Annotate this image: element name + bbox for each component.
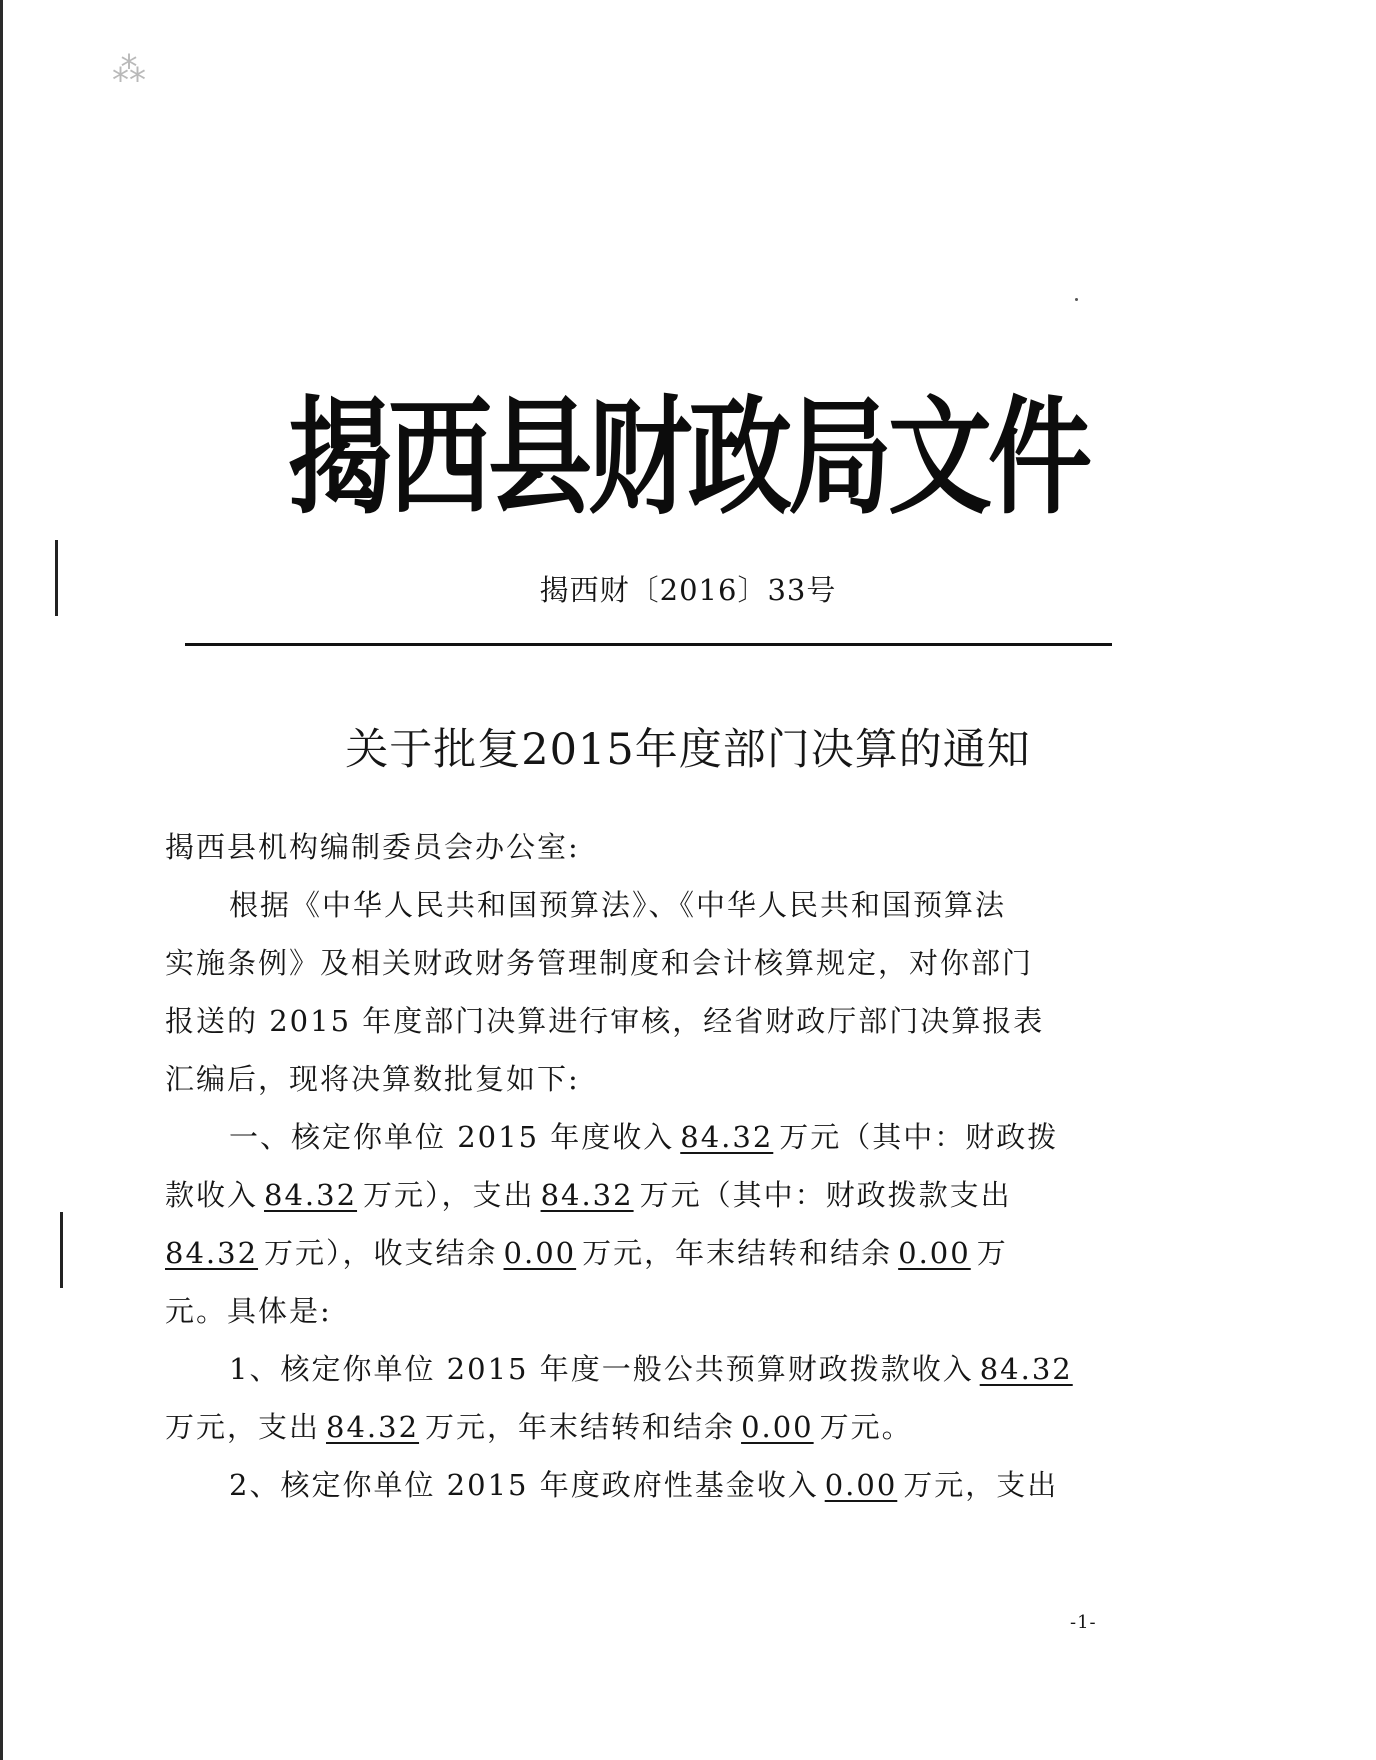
para3-line-2 <box>165 1398 1095 1456</box>
text-segment: 万元，年末结转和结余 <box>582 1236 893 1270</box>
text-segment: 万元，支出 <box>165 1410 321 1444</box>
text-segment: 万 <box>976 1236 1008 1270</box>
text-segment: 万元（其中：财政拨款支出 <box>639 1178 1012 1212</box>
text-segment: 万元，年末结转和结余 <box>425 1410 736 1444</box>
fiscal-income-value: 84.32 <box>264 1178 358 1212</box>
text-segment: 1、核定你单位 2015 年度一般公共预算财政拨款收入 <box>229 1352 974 1386</box>
text-segment: 万元），支出 <box>363 1178 535 1212</box>
text-segment: 万元。 <box>819 1410 913 1444</box>
para1-line: 汇编后，现将决算数批复如下: <box>165 1062 580 1096</box>
para2-line-1 <box>165 1108 1095 1166</box>
text-segment: 一、核定你单位 2015 年度收入 <box>229 1120 675 1154</box>
general-budget-expenditure-value: 84.32 <box>326 1410 420 1444</box>
para3-line-1 <box>165 1340 1095 1398</box>
text-segment: 万元，支出 <box>903 1468 1059 1502</box>
header-divider <box>185 643 1112 646</box>
subject-title: 关于批复2015年度部门决算的通知 <box>345 725 1031 775</box>
addressee-line: 揭西县机构编制委员会办公室: <box>165 830 580 864</box>
text-segment: 万元），收支结余 <box>264 1236 498 1270</box>
para1-line: 实施条例》及相关财政财务管理制度和会计核算规定，对你部门 <box>165 946 1034 980</box>
para2-line-3 <box>165 1224 1095 1282</box>
scan-mark-lower <box>60 1212 63 1288</box>
scan-left-border <box>0 0 3 1760</box>
balance-value: 0.00 <box>503 1236 577 1270</box>
issuer-header-title: 揭西县财政局文件 <box>287 383 1088 532</box>
para1-line: 根据《中华人民共和国预算法》、《中华人民共和国预算法 <box>229 888 1007 922</box>
total-income-value: 84.32 <box>680 1120 774 1154</box>
document-body <box>165 818 1095 1514</box>
para1-line: 报送的 2015 年度部门决算进行审核，经省财政厅部门决算报表 <box>165 1004 1045 1038</box>
para2-line-2 <box>165 1166 1095 1224</box>
corner-smudge: ⁂ <box>112 50 144 90</box>
text-segment: 万元（其中：财政拨 <box>779 1120 1059 1154</box>
text-segment: 款收入 <box>165 1178 259 1212</box>
page-number: -1- <box>1070 1612 1097 1633</box>
fund-income-value: 0.00 <box>824 1468 898 1502</box>
scan-mark-upper <box>55 540 58 616</box>
fiscal-expenditure-value: 84.32 <box>165 1236 259 1270</box>
document-number: 揭西财〔2016〕33号 <box>539 573 837 607</box>
carryover-value: 0.00 <box>898 1236 971 1270</box>
total-expenditure-value: 84.32 <box>540 1178 634 1212</box>
scan-speck <box>1075 298 1078 301</box>
general-budget-carryover-value: 0.00 <box>741 1410 814 1444</box>
para4-line-1 <box>165 1456 1095 1514</box>
para2-line-4: 元。具体是: <box>165 1294 332 1328</box>
general-budget-income-value: 84.32 <box>979 1352 1073 1386</box>
text-segment: 2、核定你单位 2015 年度政府性基金收入 <box>229 1468 819 1502</box>
